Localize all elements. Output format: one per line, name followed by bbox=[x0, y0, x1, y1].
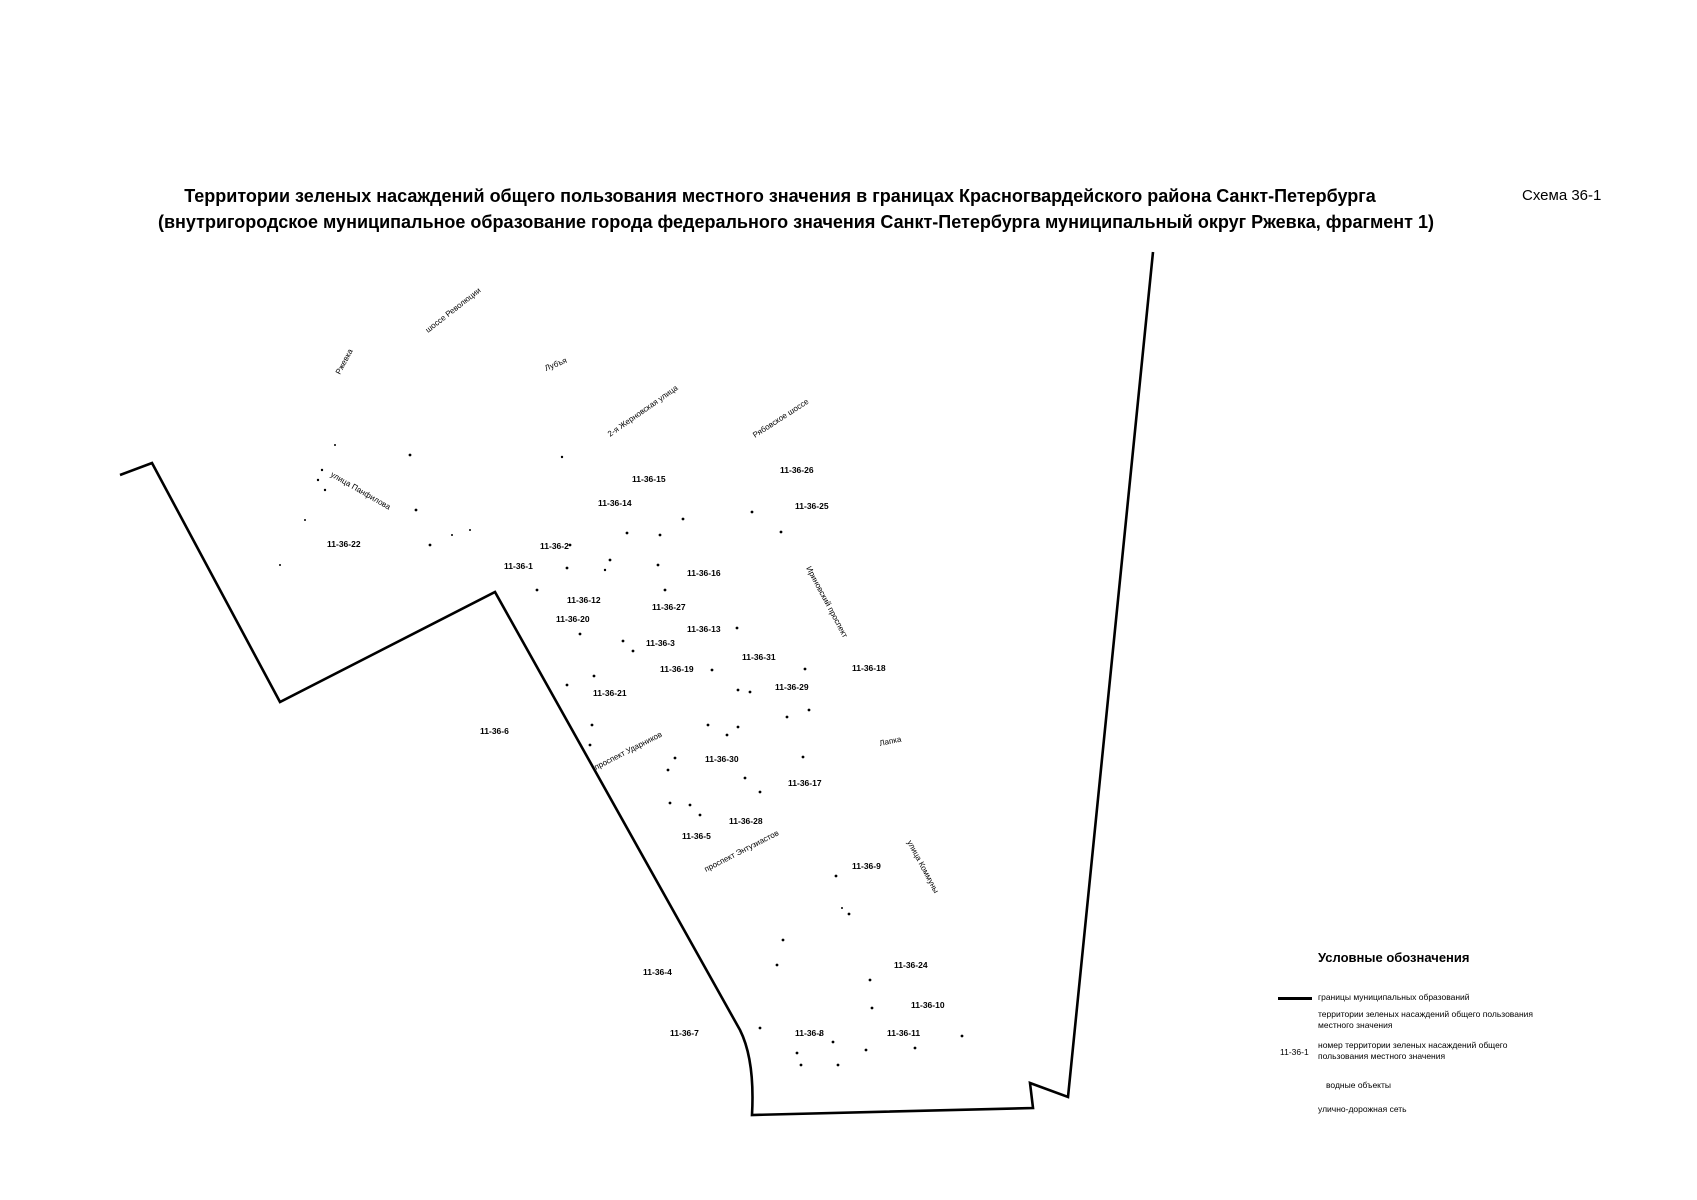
territory-label: 11-36-29 bbox=[775, 682, 809, 692]
territory-label: 11-36-19 bbox=[660, 664, 694, 674]
territory-label: 11-36-11 bbox=[887, 1028, 921, 1038]
territory-label: 11-36-22 bbox=[327, 539, 361, 549]
territory-label: 11-36-15 bbox=[632, 474, 666, 484]
street-label: Лубъя bbox=[543, 355, 569, 373]
territory-label: 11-36-8 bbox=[795, 1028, 824, 1038]
territory-label: 11-36-6 bbox=[480, 726, 509, 736]
territory-label: 11-36-12 bbox=[567, 595, 601, 605]
legend-item-green-areas: территории зеленых насаждений общего пользования местного значения bbox=[1318, 1009, 1533, 1030]
territory-label: 11-36-13 bbox=[687, 624, 721, 634]
territory-label: 11-36-27 bbox=[652, 602, 686, 612]
territory-label: 11-36-25 bbox=[795, 501, 829, 511]
street-label: шоссе Революции bbox=[423, 285, 483, 335]
street-label: Ириновский проспект bbox=[804, 564, 850, 640]
territory-label: 11-36-4 bbox=[643, 967, 672, 977]
territory-label: 11-36-16 bbox=[687, 568, 721, 578]
scheme-number: Схема 36-1 bbox=[1522, 187, 1602, 204]
legend-item-number: номер территории зеленых насаждений общего пользования местного значения bbox=[1318, 1040, 1508, 1061]
legend-item-number-marker: 11-36-1 bbox=[1280, 1047, 1309, 1057]
territory-label: 11-36-7 bbox=[670, 1028, 699, 1038]
legend-title: Условные обозначения bbox=[1318, 950, 1470, 965]
municipal-boundary bbox=[120, 252, 1153, 1115]
territory-label: 11-36-31 bbox=[742, 652, 776, 662]
street-label: Рябовское шоссе bbox=[751, 396, 811, 440]
street-label: проспект Энтузиастов bbox=[702, 828, 781, 874]
territory-label: 11-36-26 bbox=[780, 465, 814, 475]
street-label: Лапка bbox=[878, 734, 903, 748]
territory-label: 11-36-30 bbox=[705, 754, 739, 764]
street-label: улица Панфилова bbox=[329, 469, 393, 512]
territory-label: 11-36-18 bbox=[852, 663, 886, 673]
map-title-line-1: Территории зеленых насаждений общего пользования местного значения в границах Красногвардейского района Санкт-Петербурга bbox=[184, 186, 1376, 206]
territory-label: 11-36-9 bbox=[852, 861, 881, 871]
territory-label: 11-36-10 bbox=[911, 1000, 945, 1010]
street-labels bbox=[329, 286, 941, 895]
territory-label: 11-36-17 bbox=[788, 778, 822, 788]
territory-label: 11-36-5 bbox=[682, 831, 711, 841]
street-label: Ржевка bbox=[333, 347, 355, 376]
territory-label: 11-36-24 bbox=[894, 960, 928, 970]
territory-label: 11-36-3 bbox=[646, 638, 675, 648]
legend-item-roads: улично-дорожная сеть bbox=[1318, 1104, 1407, 1114]
legend-item-boundary: границы муниципальных образований bbox=[1318, 992, 1470, 1002]
street-label: улица Коммуны bbox=[905, 838, 941, 895]
territory-label: 11-36-21 bbox=[593, 688, 627, 698]
territory-label: 11-36-28 bbox=[729, 816, 763, 826]
legend-item-water: водные объекты bbox=[1326, 1080, 1391, 1090]
legend-boundary-swatch bbox=[1278, 997, 1312, 1000]
street-label: проспект Ударников bbox=[592, 729, 664, 772]
map-title-line-2: (внутригородское муниципальное образование города федерального значения Санкт-Петербурга муниципальный округ Ржевка, фрагмент 1) bbox=[157, 212, 1434, 232]
territory-label: 11-36-1 bbox=[504, 561, 533, 571]
territory-label: 11-36-2 bbox=[540, 541, 569, 551]
street-label: 2-я Жерновская улица bbox=[605, 383, 680, 439]
territory-label: 11-36-20 bbox=[556, 614, 590, 624]
territory-label: 11-36-14 bbox=[598, 498, 632, 508]
